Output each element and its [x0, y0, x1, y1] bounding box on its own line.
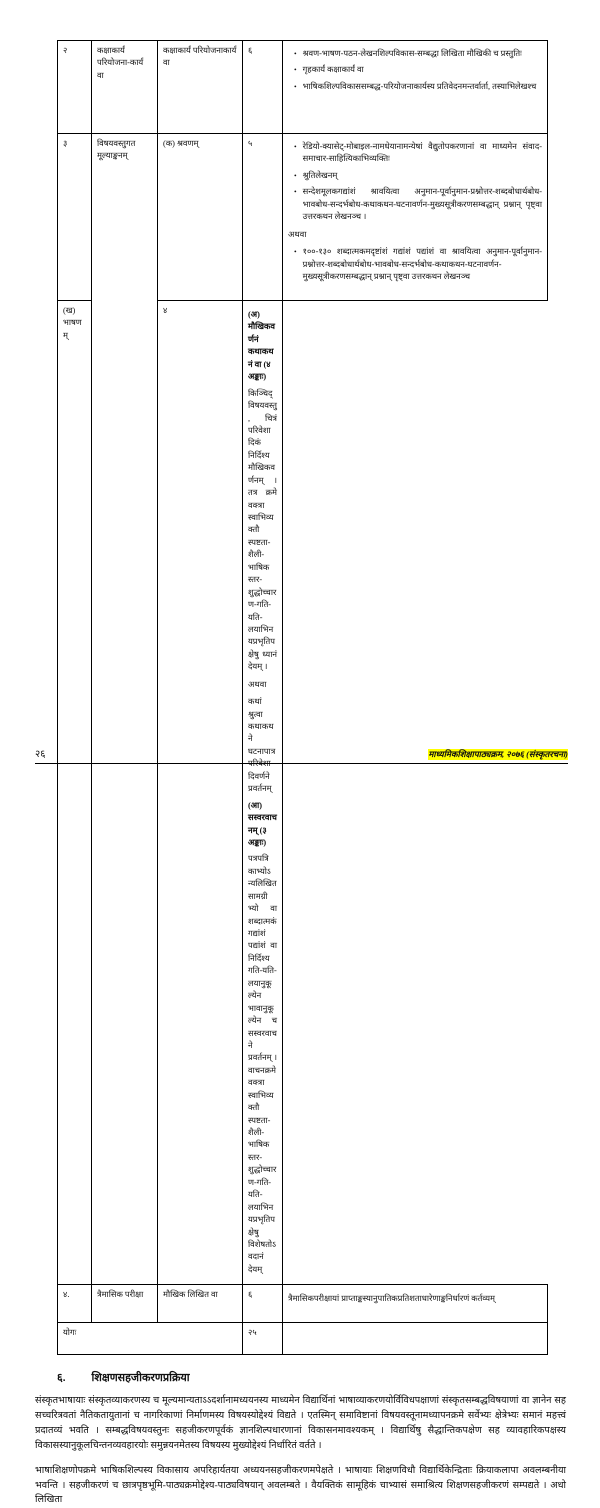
table-cell: २: [58, 41, 92, 134]
bullet-icon: •: [294, 65, 297, 75]
table-cell: ४: [158, 301, 243, 1285]
cell-plain: अथवा: [248, 679, 267, 689]
cell-para: कथां श्रुत्वा कथाकथने घटनापात्रपरिवेशादिवर्णने प्रवर्तनम्: [248, 697, 276, 794]
page-number: २६: [35, 749, 46, 760]
table-cell: मौखिक लिखित वा: [158, 1285, 243, 1323]
assessment-table: [57, 40, 548, 1355]
bullet-text: भाषिकशिल्पविकाससम्बद्ध-परियोजनाकार्यस्य प्रतिवेदनमन्तर्वार्ता, तस्याभिलेखश्च: [302, 81, 537, 91]
section-number: ६.: [57, 1372, 66, 1385]
table-cell: ४.: [58, 1285, 92, 1323]
table-cell: (क) श्रवणम्: [158, 134, 243, 301]
table-cell: [283, 41, 548, 134]
section-paragraph: संस्कृतभाषायाः संस्कृतव्याकरणस्य च मूल्यमान्यताऽऽदर्शानामध्ययनस्य माध्यमेन विद्यार्थिनां भाषाव्याकरणयोर्विविधपक्षाणां संस्कृतसम्बद्धविषयाणां वा ज्ञानेन सह सच्चरित्रवतां नैतिकतायुतानां च नागरिकाणां निर्माणमस्य विषयस्योद्देश्यं विद्यते । एतस्मिन् समाविष्टानां विषयवस्तूनामध्यापनक्रमे सर्वेभ्यः क्षेत्रेभ्यः समानं महत्त्वं प्रदातव्यं भवति । सम्बद्धविषयवस्तुनः सहजीकरणपूर्वकं ज्ञानशिल्पधारणानां विकासनमावश्यकम् । विद्यार्थिषु सैद्धान्तिकपक्षेण सह व्यावहारिकपक्षस्य विकासस्यानुकूलचिन्तनव्यवहारयोः समुन्नयनमेतस्य विषयस्य मुख्योद्देश्यं निर्धारितं वर्तते ।: [35, 1395, 566, 1451]
footer-source-label: माध्यमिकशिक्षापाठ्यक्रम, २०७६ (संस्कृतरचना): [428, 749, 568, 759]
cell-plain: अथवा: [288, 229, 307, 239]
bullet-text: गृहकार्यं कक्षाकार्यं वा: [302, 65, 364, 75]
cell-bullet: [294, 170, 542, 182]
table-cell: विषयवस्तुगत मूल्याङ्कनम्: [92, 134, 158, 1285]
table-cell: ५: [243, 134, 283, 301]
cell-bullet: [294, 81, 542, 93]
cell-bullet: [294, 186, 542, 223]
table-cell: २५: [243, 1323, 283, 1355]
cell-bullet: [294, 48, 542, 60]
table-cell: कक्षाकार्यं परियोजनाकार्यं वा: [158, 41, 243, 134]
table-cell: ३: [58, 134, 92, 301]
section-heading: [57, 1370, 566, 1385]
table-cell: (ख) भाषणम्: [58, 301, 92, 1285]
cell-bullet: [294, 141, 542, 166]
cell-bold: (अ) मौखिकवर्णनं कथाकथनं वा (४ अङ्काः): [248, 310, 276, 382]
bullet-text: १००-१३० शब्दात्मकमदृष्टांशं गद्यांशं पद्यांशं वा श्रावयित्वा अनुमान-पूर्वानुमान-प्रश्नोत्तर-शब्दबोधार्थबोध-भावबोध-सन्दर्भबोध-कथाकथन-घटनावर्णन-मुख्यसूत्रीकरणसम्बद्धान् प्रश्नान् पृष्ट्वा उत्तरकथन लेखनञ्च: [302, 247, 542, 281]
table-cell: कक्षाकार्यं परियोजना-कार्यं वा: [92, 41, 158, 134]
table-cell: [283, 1285, 548, 1323]
bullet-text: श्रुतिलेखनम्: [302, 170, 338, 180]
bullet-text: श्रवण-भाषण-पठन-लेखनशिल्पविकास-सम्बद्धा लिखिता मौखिकी च प्रस्तुतिः: [302, 49, 522, 58]
page-footer: [35, 746, 568, 764]
cell-bullet: [294, 246, 542, 283]
cell-para: पत्रपत्रिकाभ्योऽन्यलिखितसामग्रीभ्यो वा शब्दात्मकं गद्यांशं पद्यांशं वा निर्दिश्य गति-यति-लयानुकूल्येन भावानुकूल्येन च सस्वरवाचने प्रवर्तनम् । वाचनक्रमे वक्त्रा स्वाभिव्यक्तौ स्पष्टता-शैली-भाषिकस्तर-शुद्धोच्चारण-गति-यति-लयाभिनयप्रभृतिपक्षेषु विशेषतोऽवदानं देयम्: [248, 854, 277, 1274]
table-row: [58, 1323, 548, 1355]
table-cell: [283, 134, 548, 301]
cell-para: किञ्चिद् विषयवस्तु, चित्रं परिवेशादिकं निर्दिश्य मौखिकवर्णनम् । तत्र क्रमे वक्त्रा स्वाभिव्यक्तौ स्पष्टता-शैली-भाषिकस्तर-शुद्धोच्चारण-गति-यति-लयाभिनयप्रभृतिपक्षेषु ध्यानं देयम् ।: [248, 388, 277, 672]
table-cell: ६: [243, 41, 283, 134]
bullet-icon: •: [294, 142, 297, 151]
table-cell: त्रैमासिक परीक्षा: [92, 1285, 158, 1323]
bullet-icon: •: [294, 170, 297, 180]
table-cell: ६: [243, 1285, 283, 1323]
section-title: शिक्षणसहजीकरणप्रक्रिया: [91, 1372, 190, 1385]
bullet-text: सन्देशमूलकगद्यांशं श्रावयित्वा अनुमान-पूर्वानुमान-प्रश्नोत्तर-शब्दबोधार्थबोध-भावबोध-सन्दर्भबोध-कथाकथन-घटनावर्णन-मुख्यसूत्रीकरणसम्बद्धान् प्रश्नान् पृष्ट्वा उत्तरकथन लेखनञ्च ।: [302, 187, 542, 222]
table-row: [58, 41, 548, 134]
cell-bullet: [294, 64, 542, 76]
bullet-icon: •: [294, 247, 297, 257]
table-row: [58, 1285, 548, 1323]
section-paragraph: भाषाशिक्षणोपक्रमे भाषिकशिल्पस्य विकासाय अपरिहार्यतया अध्ययनसहजीकरणमपेक्षते । भाषायाः शिक्षणविधौ विद्यार्थिकेन्द्रिताः क्रियाकलापा अवलम्बनीया भवन्ति । सहजीकरणं च छात्रपृष्ठभूमि-पाठ्यक्रमोद्देश्य-पाठ्यविषयान् अवलम्बते । वैयक्तिकं सामूहिकं चाभ्यासं समाश्रित्य शिक्षणसहजीकरणं सम्पद्यते । अधो लिखिता: [35, 1464, 566, 1506]
bullet-text: रेडियो-क्यासेट्-मोबाइल-नामधेयानामन्येषां वैद्युतोपकरणानां वा माध्यमेन संवाद-समाचार-साहित्यिकाभिव्यक्तिः: [302, 142, 542, 164]
assessment-table-body: [58, 41, 548, 1355]
bullet-icon: •: [294, 187, 297, 197]
cell-bold: (आ) सस्वरवाचनम् (३ अङ्काः): [248, 800, 277, 847]
bullet-icon: •: [294, 81, 297, 91]
table-cell: योगः: [58, 1323, 243, 1355]
bullet-icon: •: [294, 49, 297, 58]
cell-para: त्रैमासिकपरीक्षायां प्राप्ताङ्कस्यानुपातिकप्रतिशताधारेणाङ्कनिर्धारणं कर्तव्यम्: [288, 1294, 496, 1304]
table-cell: [243, 301, 283, 1285]
table-cell: [283, 1323, 548, 1355]
table-row: [58, 134, 548, 301]
